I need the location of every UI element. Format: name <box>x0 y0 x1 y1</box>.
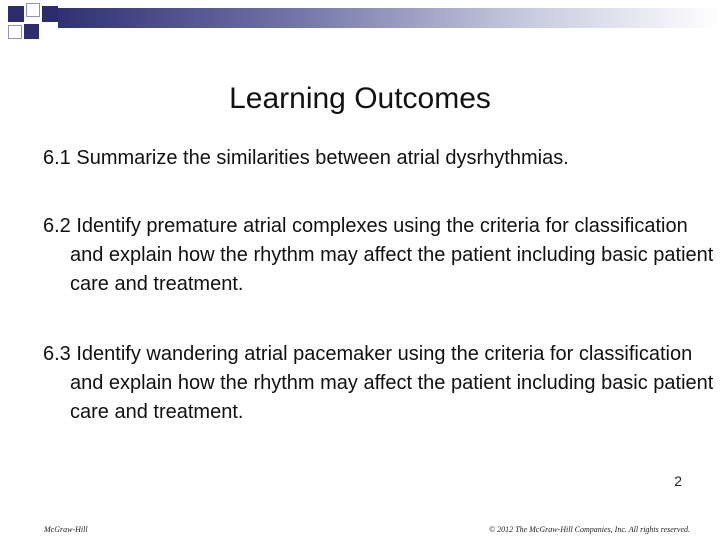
corner-square-2 <box>26 3 40 17</box>
corner-square-4 <box>8 25 22 39</box>
copyright-footer: © 2012 The McGraw-Hill Companies, Inc. All rights reserved. <box>489 525 690 534</box>
corner-square-1 <box>8 6 24 22</box>
outcome-item: 6.3 Identify wandering atrial pacemaker using the criteria for classification and explain how the rhythm may affect the patient including basic patient care and treatment. <box>43 343 714 423</box>
corner-square-3 <box>42 6 58 22</box>
page-number: 2 <box>674 473 682 489</box>
corner-square-5 <box>24 24 39 39</box>
outcome-item: 6.2 Identify premature atrial complexes using the criteria for classification and explain how the rhythm may affect the patient including basic patient care and treatment. <box>43 215 714 295</box>
slide-title: Learning Outcomes <box>229 82 491 115</box>
header-gradient-bar <box>58 8 720 28</box>
outcome-item: 6.1 Summarize the similarities between atrial dysrhythmias. <box>43 147 569 169</box>
publisher-footer: McGraw-Hill <box>44 525 88 534</box>
